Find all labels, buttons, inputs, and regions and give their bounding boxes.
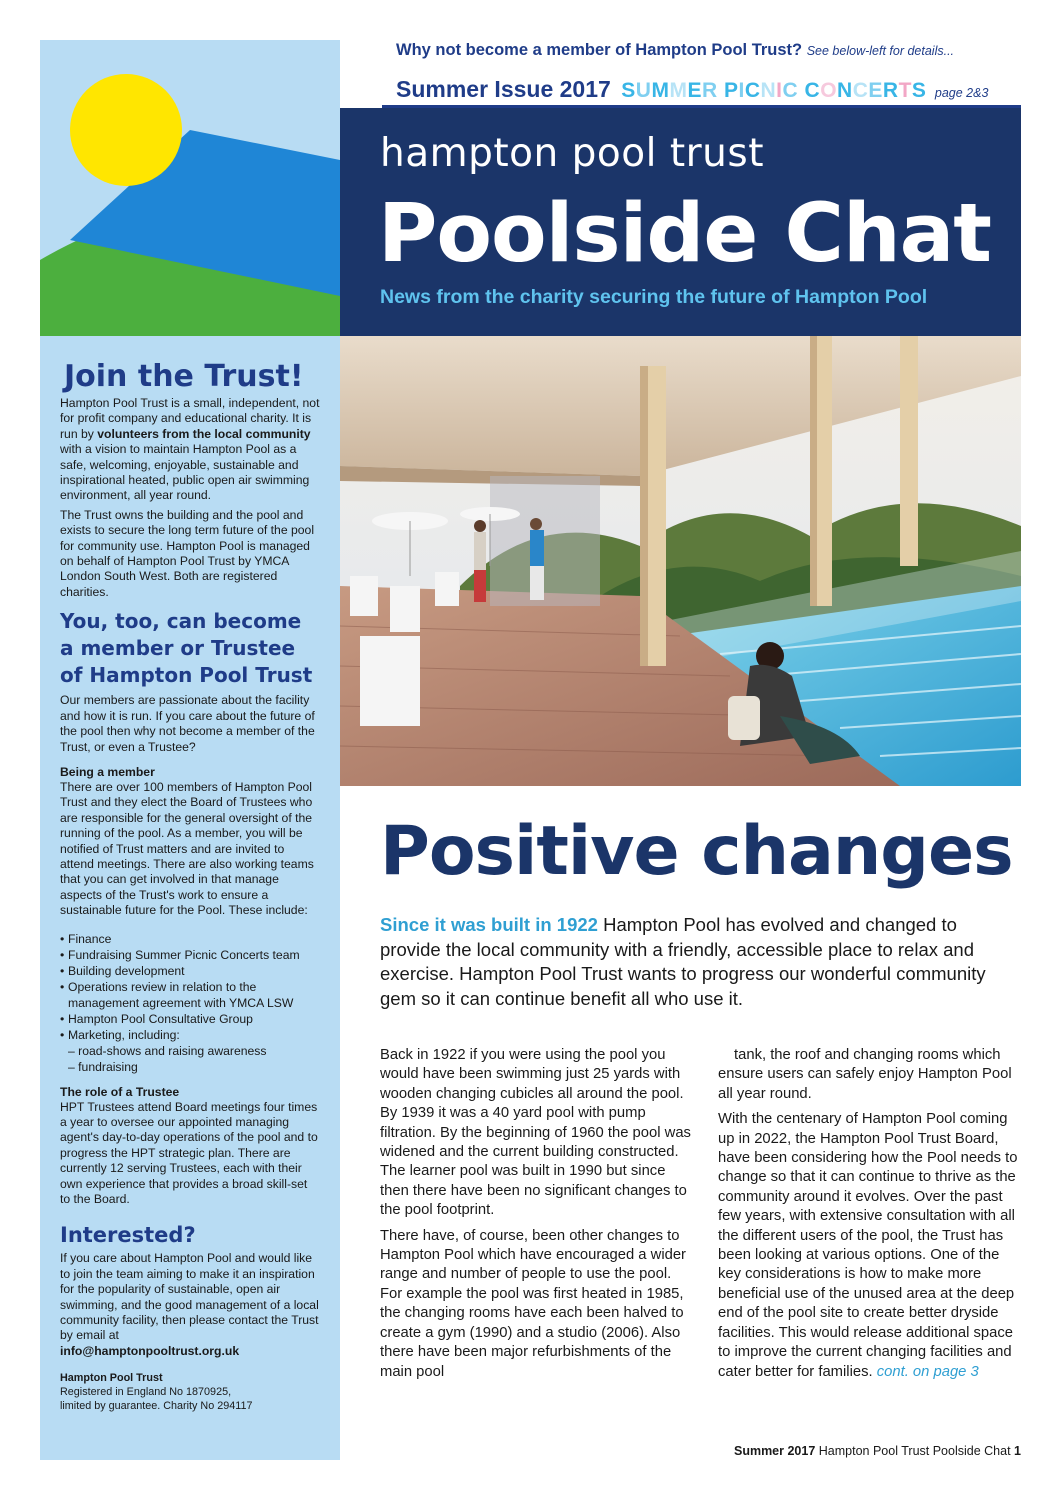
list-item: • Finance bbox=[60, 931, 320, 947]
footer-publication: Hampton Pool Trust Poolside Chat bbox=[818, 1444, 1011, 1458]
picnic-letter: C bbox=[852, 79, 869, 102]
lede-lead-in: Since it was built in 1922 bbox=[380, 914, 598, 935]
lede-text: Hampton Pool has evolved and changed to provide the local community with a friendly, accessible place to relax and exercise. Hampton Pool Trust wants to progress our wonderful community gem so it can continue benefit all who use it. bbox=[380, 914, 986, 1009]
working-teams-list bbox=[60, 931, 320, 1075]
logo-sun bbox=[70, 74, 182, 186]
contact-email-link[interactable]: info@hamptonpooltrust.org.uk bbox=[60, 1343, 240, 1358]
hampton-pool-logo bbox=[40, 40, 340, 336]
issue-line bbox=[382, 72, 1021, 108]
footnote-line-1: Registered in England No 1870925, bbox=[60, 1386, 232, 1399]
col2-paragraph-2 bbox=[718, 1110, 1024, 1382]
picnic-letter: N bbox=[837, 79, 853, 102]
newsletter-title: Poolside Chat bbox=[378, 187, 992, 281]
trustee-role-paragraph: HPT Trustees attend Board meetings four times a year to oversee our appointed managing agent's day-to-day operations of the pool and to progress the HPT strategic plan. There are currently 12 serving Trustees, each with their own experience that provides a broad skill-set to the Board. bbox=[60, 1099, 318, 1206]
page-footer bbox=[700, 1443, 1021, 1459]
masthead bbox=[340, 108, 1021, 336]
tagline-italic: See below-left for details... bbox=[806, 44, 955, 58]
picnic-letter: E bbox=[868, 79, 883, 102]
picnic-letter: M bbox=[651, 79, 670, 102]
picnic-letter: O bbox=[820, 79, 838, 102]
join-p1-text-a: Hampton Pool Trust is a small, independent, not for profit company and educational charity. It is run by bbox=[60, 396, 320, 441]
footnote-line-2: limited by guarantee. Charity No 294117 bbox=[60, 1400, 253, 1413]
picnic-letter: C bbox=[804, 79, 821, 102]
list-item: • Building development bbox=[60, 963, 320, 979]
membership-tagline bbox=[396, 36, 954, 64]
brand-name: hampton pool trust bbox=[380, 131, 764, 176]
tagline-bold: Why not become a member of Hampton Pool Trust? bbox=[396, 41, 803, 59]
list-item: • Fundraising Summer Picnic Concerts team bbox=[60, 947, 320, 963]
join-paragraph-2: The Trust owns the building and the pool and exists to secure the long term future of the pool for community use. Hampton Pool is managed on behalf of Hampton Pool Trust by YMCA London South West. Both are registered charities. bbox=[60, 507, 315, 599]
col1-paragraph-1: Back in 1922 if you were using the pool you would have been swimming just 25 yards with wooden changing cubicles all around the pool. By 1939 it was a 40 yard pool with pump filtration. By the beginning of 1960 the pool was widened and the current building constructed. The learner pool was built in 1990 but since then there have been no significant changes to the pool footprint. bbox=[380, 1047, 691, 1219]
picnic-letter: I bbox=[776, 79, 783, 102]
picnic-letter: U bbox=[635, 79, 652, 102]
col2-paragraph-1: tank, the roof and changing rooms which ensure users can safely enjoy Hampton Pool all year round. bbox=[718, 1047, 1012, 1102]
picnic-letter: R bbox=[701, 79, 718, 102]
picnic-letter: T bbox=[898, 79, 912, 102]
col2-p2-text: With the centenary of Hampton Pool coming up in 2022, the Hampton Pool Trust Board, have been considering how the Pool needs to change so that it can continue to thrive as the community around it evolves. Over the past few years, with extensive consultation with all the different users of the pool, the Trust has been looking at various options. One of the key considerations is how to make more beneficial use of the unused area at the deep end of the pool site to create better dryside facilities. This would release additional space to improve the current changing facilities and cater better for families. bbox=[718, 1111, 1018, 1380]
join-paragraph-1 bbox=[60, 396, 320, 504]
picnic-letter: M bbox=[669, 79, 688, 102]
list-sub-item: – fundraising bbox=[68, 1059, 138, 1074]
registration-note bbox=[60, 1371, 320, 1413]
list-item: • Hampton Pool Consultative Group bbox=[60, 1011, 320, 1027]
logo-graphic bbox=[40, 40, 340, 336]
poolside-terrace-photo bbox=[340, 336, 1021, 786]
col1-paragraph-2: There have, of course, been other changes to Hampton Pool which have encouraged a wider range and number of people to use the pool. For example the pool was first heated in 1985, the changing rooms have each been halved to create a gym (1990) and a studio (2006). Also there have been major refurbishments of the main pool bbox=[380, 1227, 686, 1380]
picnic-letter: I bbox=[738, 79, 745, 102]
being-member-paragraph: There are over 100 members of Hampton Pool Trust and they elect the Board of Trustees who are responsible for the general oversight of the running of the pool. As a member, you will be notified of Trust matters and are invited to attend meetings. There are also working teams that you can get involved in that manage aspects of the Trust's work to ensure a sustainable future for the Pool. These include: bbox=[60, 779, 314, 918]
picnic-letter: E bbox=[687, 79, 702, 102]
continued-link[interactable]: cont. on page 3 bbox=[876, 1363, 979, 1380]
picnic-letter: S bbox=[621, 79, 636, 102]
join-title: Join the Trust! bbox=[64, 359, 304, 394]
sidebar-join-trust bbox=[40, 336, 340, 1460]
picnic-letter: P bbox=[723, 79, 739, 102]
join-p1-text-b: with a vision to maintain Hampton Pool as a safe, welcoming, enjoyable, sustainable and inspirational heated, public open air swimming environment, all year round. bbox=[60, 442, 310, 503]
picnic-letter: R bbox=[882, 79, 899, 102]
picnic-letter: C bbox=[782, 79, 799, 102]
trustee-role-heading: The role of a Trustee bbox=[60, 1084, 180, 1099]
newsletter-subtitle: News from the charity securing the future of Hampton Pool bbox=[380, 286, 928, 308]
article-lede bbox=[380, 913, 1020, 1011]
being-member-heading: Being a member bbox=[60, 764, 155, 779]
member-title: You, too, can become a member or Trustee of Hampton Pool Trust bbox=[60, 609, 313, 688]
footer-season: Summer 2017 bbox=[733, 1444, 816, 1458]
join-p1-bold: volunteers from the local community bbox=[97, 426, 311, 441]
page-number: 1 bbox=[1014, 1444, 1021, 1458]
issue-label: Summer Issue 2017 bbox=[396, 76, 611, 102]
picnic-letter: C bbox=[744, 79, 761, 102]
interested-title: Interested? bbox=[60, 1223, 196, 1248]
article-column-1 bbox=[380, 1046, 692, 1388]
photo-illustration bbox=[340, 336, 1021, 786]
summer-picnic-concerts-banner bbox=[621, 79, 926, 102]
article-headline: Positive changes bbox=[380, 812, 1013, 891]
footnote-org-name: Hampton Pool Trust bbox=[60, 1372, 163, 1385]
list-item: • Operations review in relation to the management agreement with YMCA LSW bbox=[60, 979, 320, 1011]
member-paragraph: Our members are passionate about the facility and how it is run. If you care about the future of the pool then why not become a member of the Trust, or even a Trustee? bbox=[60, 693, 315, 754]
page-reference: page 2&3 bbox=[934, 86, 989, 100]
list-sub-item: – road-shows and raising awareness bbox=[68, 1043, 267, 1058]
list-item: • Marketing, including: bbox=[60, 1027, 320, 1043]
interested-paragraph bbox=[60, 1251, 320, 1359]
picnic-letter: N bbox=[760, 79, 777, 102]
picnic-letter: S bbox=[911, 79, 927, 102]
article-column-2 bbox=[718, 1046, 1024, 1388]
interested-text: If you care about Hampton Pool and would like to join the team aiming to make it an inspiration for the popularity of sustainable, open air swimming, and the good management of a local community facility, then please contact the Trust by email at bbox=[60, 1251, 319, 1343]
